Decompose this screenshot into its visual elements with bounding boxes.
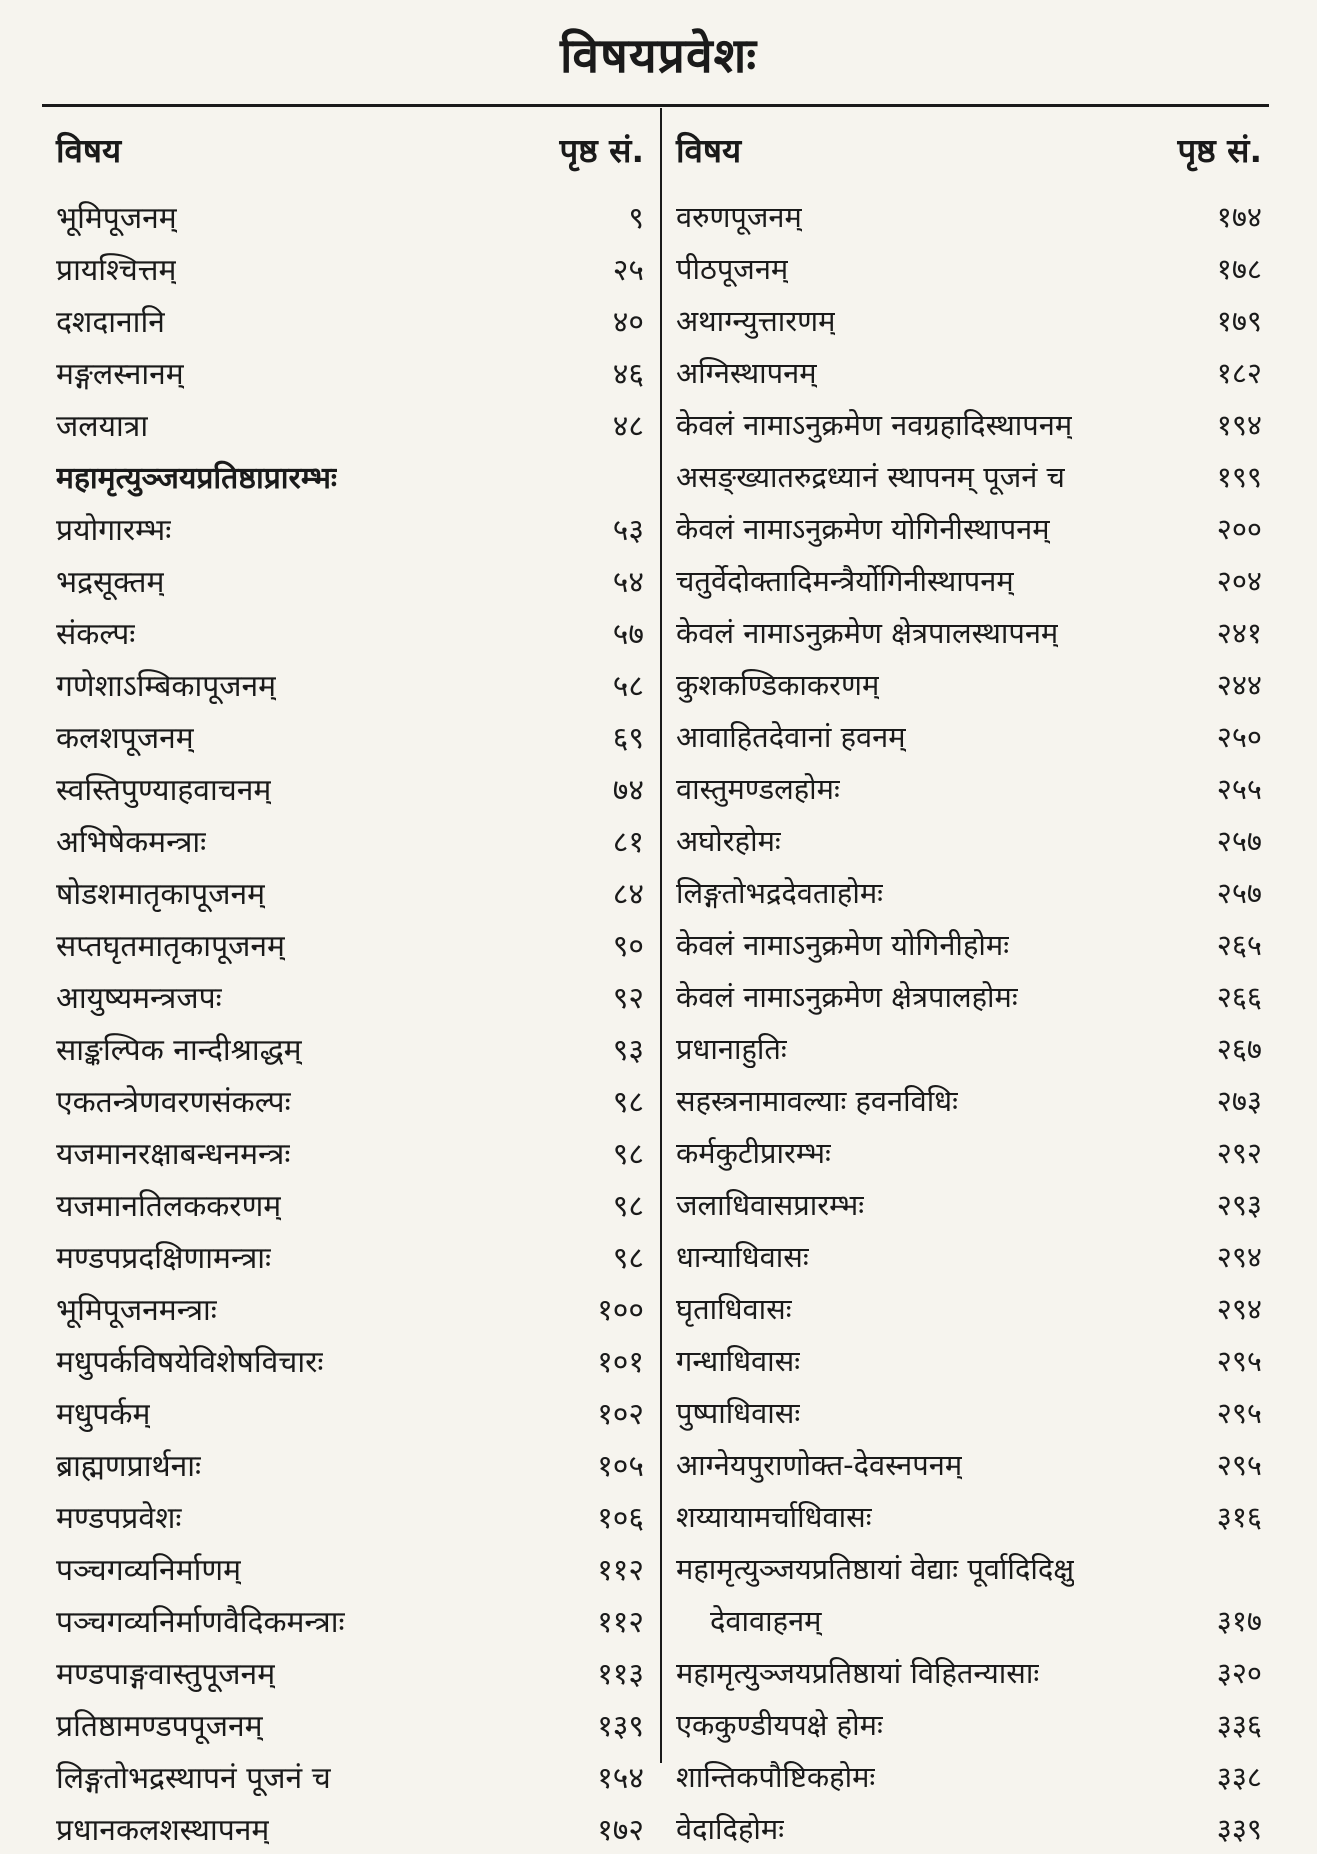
entry-page-number: ५७ <box>612 616 644 652</box>
entry-title: एककुण्डीयपक्षे होमः <box>676 1707 883 1742</box>
entry-title: अघोरहोमः <box>676 823 781 858</box>
entry-title: मधुपर्कविषयेविशेषविचारः <box>56 1344 324 1380</box>
contents-entry <box>56 1542 644 1594</box>
entry-title: यजमानतिलककरणम् <box>56 1188 282 1224</box>
entry-title: महामृत्युञ्जयप्रतिष्ठायां वेद्याः पूर्वादिदिक्षु <box>676 1551 1075 1586</box>
contents-entry <box>676 606 1262 658</box>
entry-title: जलाधिवासप्रारम्भः <box>676 1187 865 1222</box>
entry-page-number: २९५ <box>1216 1395 1262 1430</box>
entry-title: जलयात्रा <box>56 408 149 444</box>
entry-title: आवाहितदेवानां हवनम् <box>676 719 906 754</box>
entry-title: कलशपूजनम् <box>56 720 194 756</box>
entry-title: सप्तघृतमातृकापूजनम् <box>56 928 285 964</box>
contents-entry <box>676 1126 1262 1178</box>
entry-page-number: १०२ <box>597 1396 644 1432</box>
contents-entry <box>56 554 644 606</box>
entry-title: केवलं नामाऽनुक्रमेण योगिनीहोमः <box>676 927 1010 962</box>
entry-page-number: २९४ <box>1216 1239 1262 1274</box>
contents-entry <box>676 398 1262 450</box>
contents-entry <box>676 1542 1262 1594</box>
contents-entry <box>676 1646 1262 1698</box>
contents-entry <box>676 866 1262 918</box>
entry-title: अभिषेकमन्त्राः <box>56 824 207 860</box>
entry-page-number: ११२ <box>597 1552 644 1588</box>
contents-entry <box>676 1802 1262 1854</box>
contents-entry <box>56 1074 644 1126</box>
contents-entry <box>56 762 644 814</box>
entry-page-number: २९५ <box>1216 1447 1262 1482</box>
entry-page-number: २९२ <box>1216 1135 1262 1170</box>
entry-page-number: २५५ <box>1216 771 1262 806</box>
entry-title: साङ्कल्पिक नान्दीश्राद्धम् <box>56 1032 302 1068</box>
entry-title: वास्तुमण्डलहोमः <box>676 771 840 806</box>
entry-page-number: २४४ <box>1216 667 1262 702</box>
entry-title: घृताधिवासः <box>676 1291 792 1326</box>
entry-page-number: १७२ <box>597 1812 644 1848</box>
entry-page-number: १७९ <box>1216 303 1262 338</box>
title-rule <box>42 104 1269 107</box>
contents-entry <box>676 1282 1262 1334</box>
entry-page-number: ४० <box>612 304 644 340</box>
entry-page-number: ९२ <box>612 980 644 1016</box>
entry-title: केवलं नामाऽनुक्रमेण क्षेत्रपालस्थापनम् <box>676 615 1059 650</box>
contents-entry <box>676 814 1262 866</box>
entry-title: सहस्त्रनामावल्याः हवनविधिः <box>676 1083 958 1118</box>
entry-page-number: ११३ <box>597 1656 644 1692</box>
entry-title: आग्नेयपुराणोक्त-देवस्नपनम् <box>676 1447 963 1482</box>
contents-entry <box>56 346 644 398</box>
contents-entry <box>676 450 1262 502</box>
entry-title: अग्निस्थापनम् <box>676 355 817 390</box>
contents-entry <box>56 1438 644 1490</box>
entry-title: भूमिपूजनमन्त्राः <box>56 1292 217 1328</box>
contents-entry <box>56 242 644 294</box>
contents-entry <box>56 970 644 1022</box>
entry-title: मण्डपाङ्गवास्तुपूजनम् <box>56 1656 276 1692</box>
entry-page-number: १७८ <box>1216 251 1262 286</box>
entry-title: पञ्चगव्यनिर्माणम् <box>56 1552 242 1588</box>
contents-entry <box>56 450 644 502</box>
page-title: विषयप्रवेशः <box>559 28 758 84</box>
entry-page-number: १९४ <box>1216 407 1262 442</box>
contents-entry <box>56 918 644 970</box>
entry-title: मण्डपप्रवेशः <box>56 1500 182 1536</box>
entry-title: संकल्पः <box>56 616 136 652</box>
entry-title: गन्धाधिवासः <box>676 1343 801 1378</box>
column-divider <box>660 108 662 1763</box>
entry-page-number: ३३६ <box>1216 1707 1262 1742</box>
page-number-header: पृष्ठ सं. <box>559 130 644 170</box>
entry-page-number: ९० <box>612 928 644 964</box>
contents-entry <box>56 294 644 346</box>
entry-title: पञ्चगव्यनिर्माणवैदिकमन्त्राः <box>56 1604 345 1640</box>
entry-page-number: १०१ <box>597 1344 644 1380</box>
entry-page-number: ५३ <box>612 512 644 548</box>
contents-entry <box>676 346 1262 398</box>
entry-title: वरुणपूजनम् <box>676 199 802 234</box>
entry-title: महामृत्युञ्जयप्रतिष्ठायां विहितन्यासाः <box>676 1655 1040 1690</box>
entry-page-number: १५४ <box>597 1760 644 1796</box>
entry-title: लिङ्गतोभद्रदेवताहोमः <box>676 875 884 910</box>
contents-entry <box>56 398 644 450</box>
entry-page-number: २०४ <box>1216 563 1262 598</box>
contents-entry <box>56 1750 644 1802</box>
page-number-header: पृष्ठ सं. <box>1177 130 1262 170</box>
entry-title: एकतन्त्रेणवरणसंकल्पः <box>56 1084 291 1120</box>
entry-title: प्रधानाहुतिः <box>676 1031 787 1066</box>
contents-entry <box>676 762 1262 814</box>
contents-entry <box>676 1230 1262 1282</box>
contents-entry <box>56 658 644 710</box>
entry-page-number: ९८ <box>612 1136 644 1172</box>
entry-page-number: ५८ <box>612 668 644 704</box>
contents-entry <box>676 1490 1262 1542</box>
contents-column-left <box>56 108 644 1854</box>
contents-entry <box>676 554 1262 606</box>
entry-title: गणेशाऽम्बिकापूजनम् <box>56 668 277 704</box>
column-header <box>56 108 644 190</box>
entry-page-number: ९८ <box>612 1084 644 1120</box>
entry-page-number: १९९ <box>1216 459 1262 494</box>
entry-page-number: ३२० <box>1216 1655 1262 1690</box>
contents-entry <box>676 1438 1262 1490</box>
entry-title: शय्यायामर्चाधिवासः <box>676 1499 872 1534</box>
contents-entry <box>56 814 644 866</box>
entry-title: कुशकण्डिकाकरणम् <box>676 667 880 702</box>
entry-title: स्वस्तिपुण्याहवाचनम् <box>56 772 272 808</box>
entry-title: ब्राह्मणप्रार्थनाः <box>56 1448 202 1484</box>
entry-title: धान्याधिवासः <box>676 1239 809 1274</box>
subject-header: विषय <box>56 130 122 170</box>
contents-entry <box>56 1594 644 1646</box>
entry-page-number: २५० <box>1216 719 1262 754</box>
contents-entry <box>676 658 1262 710</box>
contents-entry <box>676 294 1262 346</box>
entry-title: शान्तिकपौष्टिकहोमः <box>676 1759 876 1794</box>
entry-title: दशदानानि <box>56 304 165 340</box>
entry-page-number: ४६ <box>612 356 644 392</box>
contents-entry <box>676 710 1262 762</box>
contents-entry <box>56 1386 644 1438</box>
contents-entry <box>56 190 644 242</box>
contents-entry <box>676 1698 1262 1750</box>
contents-entry <box>676 1386 1262 1438</box>
entry-title: पीठपूजनम् <box>676 251 789 286</box>
entry-title: लिङ्गतोभद्रस्थापनं पूजनं च <box>56 1760 331 1796</box>
entry-page-number: २६६ <box>1216 979 1262 1014</box>
contents-entry <box>56 866 644 918</box>
entry-page-number: ३३९ <box>1216 1811 1262 1846</box>
contents-entry <box>56 710 644 762</box>
entry-title: मण्डपप्रदक्षिणामन्त्राः <box>56 1240 272 1276</box>
entry-page-number: ९ <box>628 200 644 236</box>
entry-title: भूमिपूजनम् <box>56 200 177 236</box>
contents-entry <box>676 918 1262 970</box>
entry-title: प्रायश्चित्तम् <box>56 252 177 288</box>
entry-title: केवलं नामाऽनुक्रमेण क्षेत्रपालहोमः <box>676 979 1018 1014</box>
entry-page-number: २५७ <box>1216 875 1262 910</box>
entry-title: केवलं नामाऽनुक्रमेण योगिनीस्थापनम् <box>676 511 1050 546</box>
contents-entry <box>676 1022 1262 1074</box>
entry-page-number: १०० <box>597 1292 644 1328</box>
entry-title: केवलं नामाऽनुक्रमेण नवग्रहादिस्थापनम् <box>676 407 1073 442</box>
contents-entry <box>56 1334 644 1386</box>
entry-page-number: ११२ <box>597 1604 644 1640</box>
entry-page-number: २६७ <box>1216 1031 1262 1066</box>
entry-page-number: २४१ <box>1216 615 1262 650</box>
contents-entry <box>56 1230 644 1282</box>
entry-title: आयुष्यमन्त्रजपः <box>56 980 222 1016</box>
entry-title: पुष्पाधिवासः <box>676 1395 801 1430</box>
entry-page-number: २९३ <box>1216 1187 1262 1222</box>
contents-entry <box>676 1074 1262 1126</box>
entry-page-number: ६९ <box>612 720 644 756</box>
entry-page-number: ३१७ <box>1216 1603 1262 1638</box>
entry-page-number: २०० <box>1216 511 1262 546</box>
contents-entry <box>56 1802 644 1854</box>
entry-page-number: ९८ <box>612 1188 644 1224</box>
contents-entry <box>56 1022 644 1074</box>
contents-entry <box>56 1282 644 1334</box>
entry-title: कर्मकुटीप्रारम्भः <box>676 1135 831 1170</box>
entry-title: असङ्ख्यातरुद्रध्यानं स्थापनम् पूजनं च <box>676 459 1065 494</box>
entry-title: वेदादिहोमः <box>676 1811 785 1846</box>
contents-entry <box>56 606 644 658</box>
subject-header: विषय <box>676 130 742 170</box>
entry-page-number: १०६ <box>597 1500 644 1536</box>
entry-title: चतुर्वेदोक्तादिमन्त्रैर्योगिनीस्थापनम् <box>676 563 1014 598</box>
contents-entry <box>676 1334 1262 1386</box>
entry-title: महामृत्युञ्जयप्रतिष्ठाप्रारम्भः <box>56 460 337 496</box>
entry-page-number: ७४ <box>612 772 644 808</box>
entry-page-number: २९५ <box>1216 1343 1262 1378</box>
entry-page-number: ४८ <box>612 408 644 444</box>
contents-entry <box>56 1178 644 1230</box>
entry-title: मङ्गलस्नानम् <box>56 356 184 392</box>
entry-page-number: २७३ <box>1216 1083 1262 1118</box>
entry-page-number: ५४ <box>612 564 644 600</box>
contents-entry <box>676 1750 1262 1802</box>
entry-title: षोडशमातृकापूजनम् <box>56 876 266 912</box>
entry-title: यजमानरक्षाबन्धनमन्त्रः <box>56 1136 291 1172</box>
entry-title: अथाग्न्युत्तारणम् <box>676 303 836 338</box>
entry-title: प्रधानकलशस्थापनम् <box>56 1812 270 1848</box>
entry-page-number: २६५ <box>1216 927 1262 962</box>
entry-page-number: २९४ <box>1216 1291 1262 1326</box>
contents-entry <box>676 190 1262 242</box>
contents-entry <box>56 502 644 554</box>
contents-column-right <box>676 108 1262 1854</box>
contents-entry <box>56 1490 644 1542</box>
entry-page-number: ३१६ <box>1216 1499 1262 1534</box>
contents-entry <box>676 1178 1262 1230</box>
entry-title: प्रयोगारम्भः <box>56 512 172 548</box>
entry-page-number: २५७ <box>1216 823 1262 858</box>
entry-page-number: ८४ <box>612 876 644 912</box>
entry-page-number: १३९ <box>597 1708 644 1744</box>
contents-entry <box>56 1126 644 1178</box>
contents-entry <box>676 970 1262 1022</box>
entry-page-number: १७४ <box>1216 199 1262 234</box>
entry-title: भद्रसूक्तम् <box>56 564 165 600</box>
entry-page-number: ९३ <box>612 1032 644 1068</box>
entry-title: मधुपर्कम् <box>56 1396 151 1432</box>
entry-page-number: ३३८ <box>1216 1759 1262 1794</box>
entry-page-number: ८१ <box>612 824 644 860</box>
contents-entry <box>676 1594 1262 1646</box>
entry-title: प्रतिष्ठामण्डपपूजनम् <box>56 1708 263 1744</box>
entry-page-number: १८२ <box>1216 355 1262 390</box>
contents-entry <box>56 1698 644 1750</box>
contents-entry <box>676 242 1262 294</box>
column-header <box>676 108 1262 190</box>
contents-entry <box>676 502 1262 554</box>
contents-entry <box>56 1646 644 1698</box>
entry-page-number: ९८ <box>612 1240 644 1276</box>
entry-page-number: १०५ <box>597 1448 644 1484</box>
entry-page-number: २५ <box>612 252 644 288</box>
entry-title: देवावाहनम् <box>710 1603 822 1638</box>
